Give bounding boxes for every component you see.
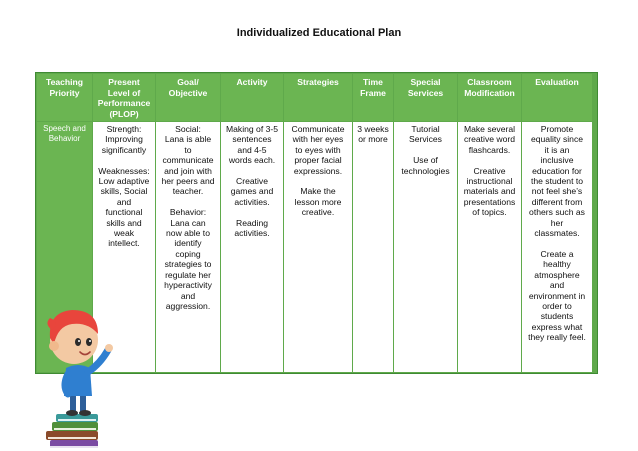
column-evaluation: [522, 74, 592, 372]
cell-teaching-priority: Speech and Behavior: [37, 122, 92, 372]
column-classroom-modification: [458, 74, 521, 372]
header-evaluation: Evaluation: [522, 74, 592, 121]
header-plop: Present Level of Performance (PLOP): [93, 74, 155, 121]
cell-goal-objective: Social: Lana is able to communicate and join with her peers and teacher. Behavior: Lana can now able to identify coping strategies to regulate her hyperactivity and aggression.: [156, 122, 220, 372]
header-classroom-modification: Classroom Modification: [458, 74, 521, 121]
cell-classroom-modification: Make several creative word flashcards. Creative instructional materials and presentations of topics.: [458, 122, 521, 372]
header-activity: Activity: [221, 74, 283, 121]
header-time-frame: Time Frame: [353, 74, 393, 121]
boy-on-books-illustration: [28, 290, 118, 450]
column-goal-objective: [156, 74, 220, 372]
book-stack-icon: [46, 414, 98, 448]
header-special-services: Special Services: [394, 74, 457, 121]
column-activity: [221, 74, 283, 372]
cell-strategies: Communicate with her eyes to eyes with proper facial expressions. Make the lesson more creative.: [284, 122, 352, 372]
header-teaching-priority: Teaching Priority: [37, 74, 92, 121]
column-strategies: [284, 74, 352, 372]
header-strategies: Strategies: [284, 74, 352, 121]
boy-icon: [47, 310, 113, 416]
header-goal-objective: Goal/ Objective: [156, 74, 220, 121]
cell-special-services: Tutorial Services Use of technologies: [394, 122, 457, 372]
cell-plop: Strength: Improving significantly Weaknesses: Low adaptive skills, Social and functional skills and weak intellect.: [93, 122, 155, 372]
page-title: Individualized Educational Plan: [236, 27, 402, 39]
cell-evaluation: Promote equality since it is an inclusive education for the student to not feel she’s different from others such as her classmates. Create a healthy atmosphere and environment in order to students express what they really feel.: [522, 122, 592, 372]
cell-activity: Making of 3-5 sentences and 4-5 words each. Creative games and activities. Reading activities.: [221, 122, 283, 372]
plan-table: [35, 72, 598, 374]
cell-time-frame: 3 weeks or more: [353, 122, 393, 372]
column-special-services: [394, 74, 457, 372]
column-time-frame: [353, 74, 393, 372]
